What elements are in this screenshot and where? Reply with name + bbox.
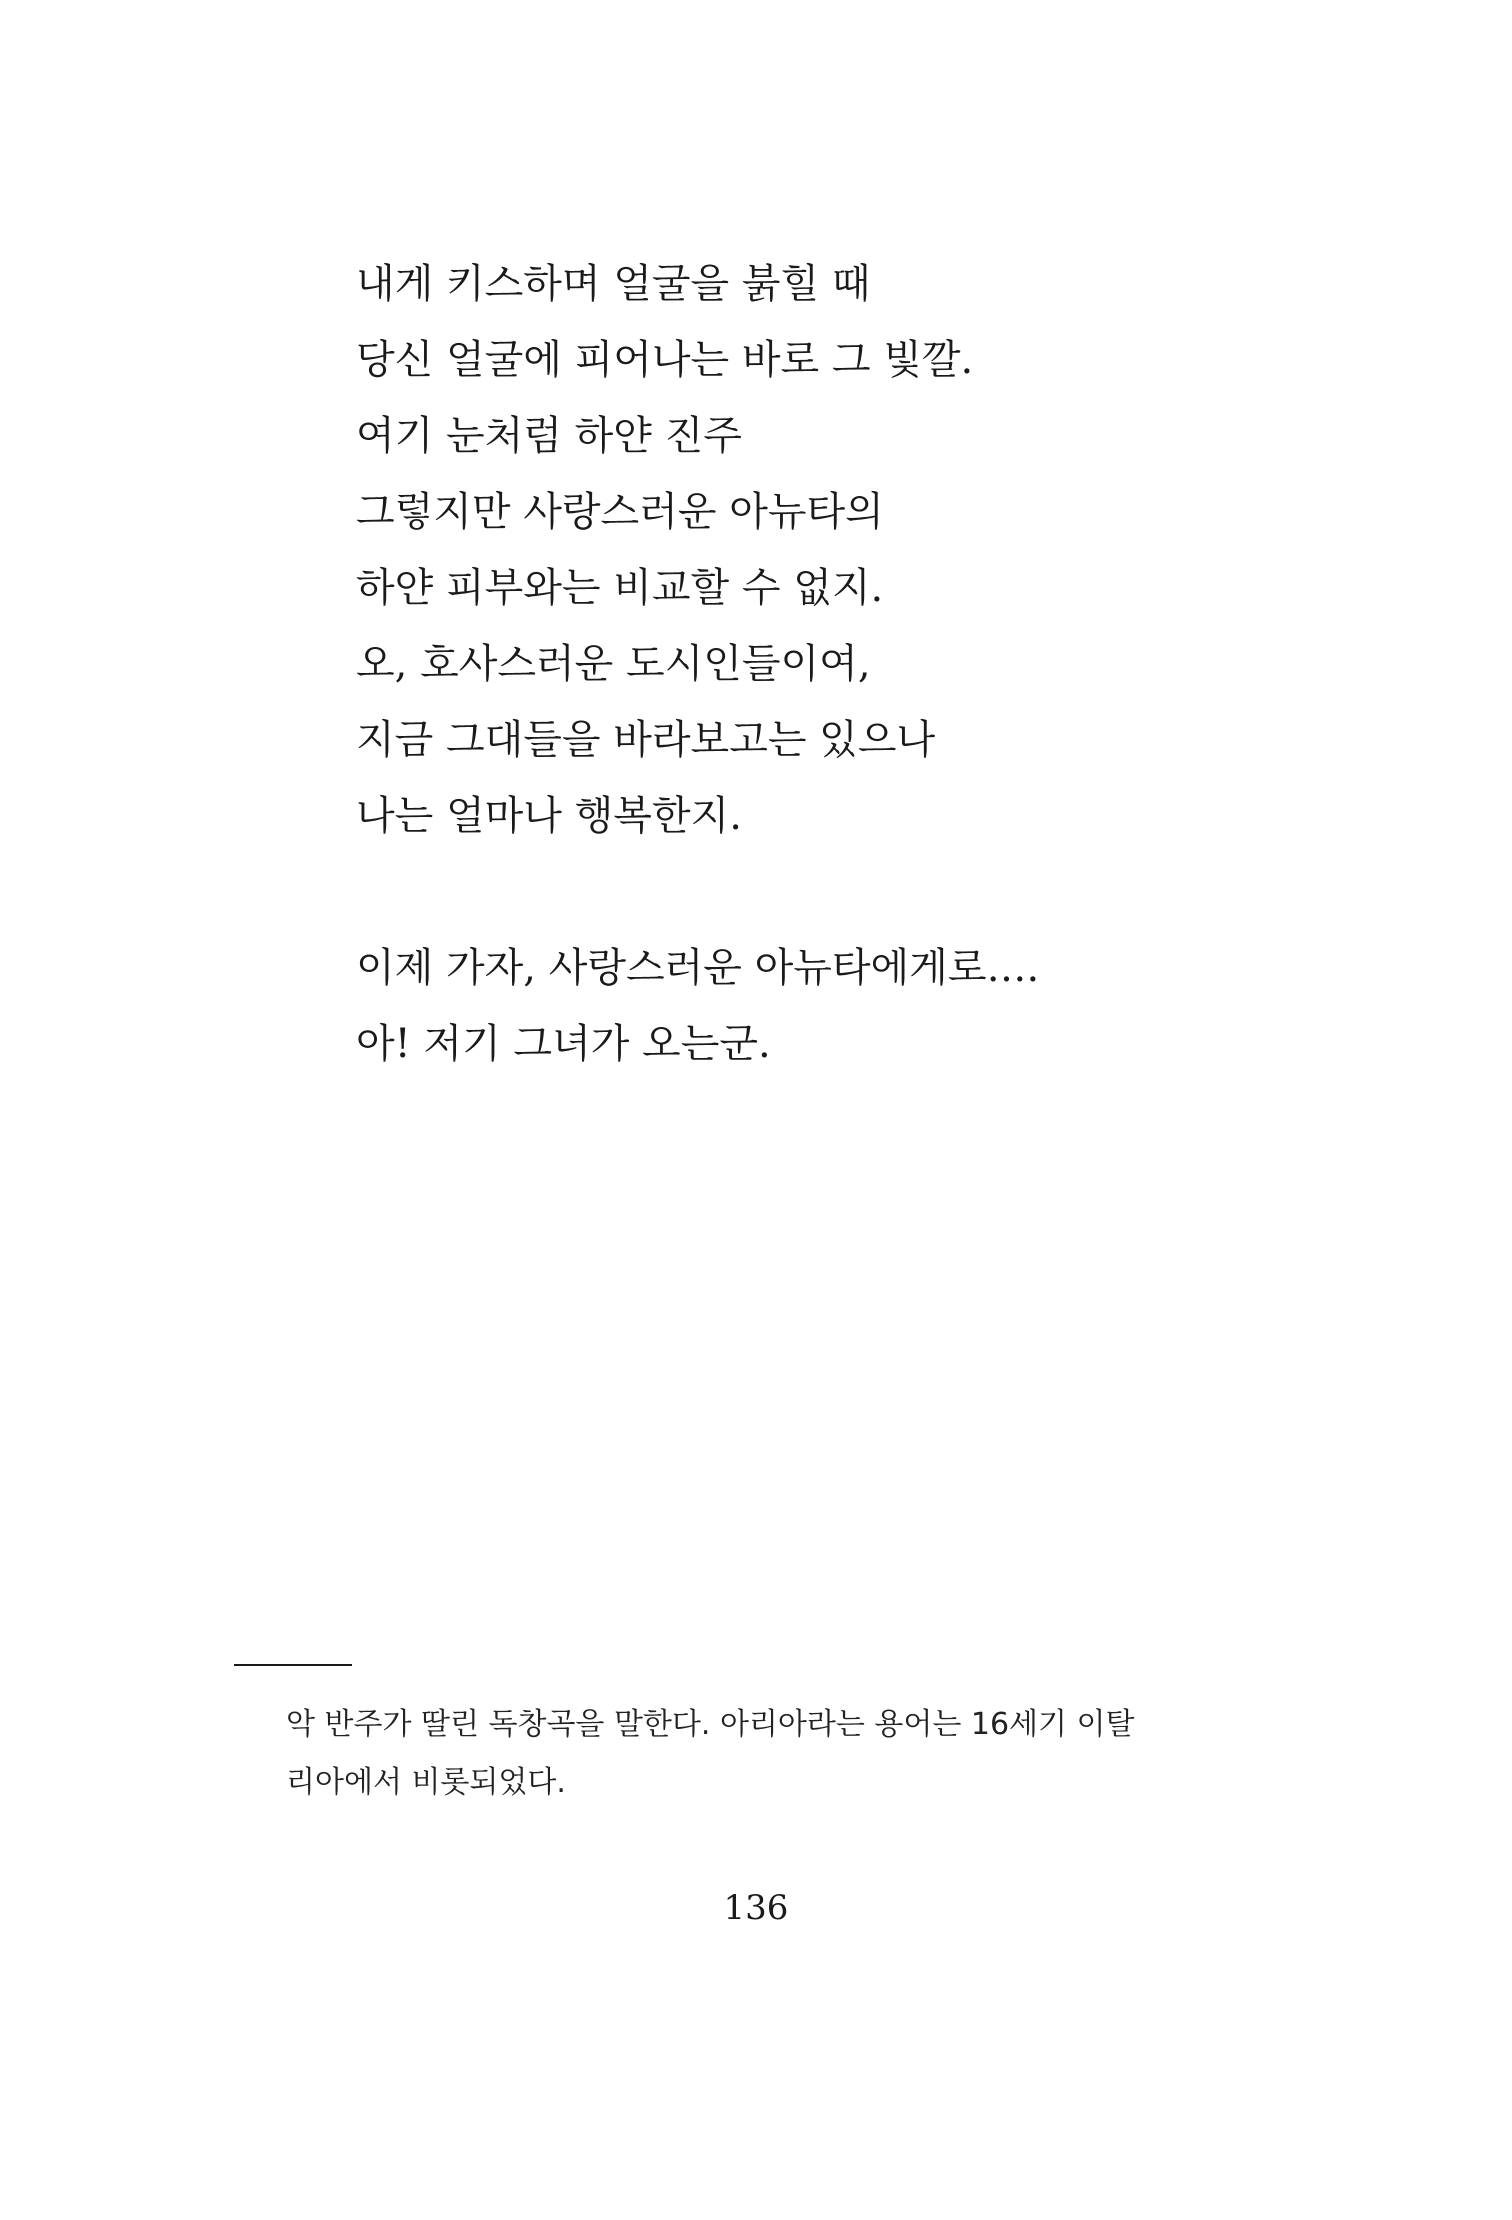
footnote-line: 악 반주가 딸린 독창곡을 말한다. 아리아라는 용어는 16세기 이탈 (286, 1707, 1135, 1742)
poem-line: 아! 저기 그녀가 오는군. (356, 1021, 771, 1067)
footnote-divider (234, 1664, 352, 1666)
poem-line: 내게 키스하며 얼굴을 붉힐 때 (356, 261, 871, 307)
poem-line: 오, 호사스러운 도시인들이여, (356, 641, 871, 687)
poem-line: 여기 눈처럼 하얀 진주 (356, 413, 742, 459)
poem (356, 246, 1039, 1082)
footnote (286, 1696, 1286, 1812)
poem-line: 하얀 피부와는 비교할 수 없지. (356, 565, 884, 611)
poem-line: 그렇지만 사랑스러운 아뉴타의 (356, 489, 884, 535)
poem-stanza-1 (356, 246, 1039, 854)
page-number: 136 (723, 1888, 789, 1928)
poem-line: 이제 가자, 사랑스러운 아뉴타에게로…. (356, 945, 1040, 991)
poem-line: 나는 얼마나 행복한지. (356, 793, 742, 839)
poem-stanza-2 (356, 930, 1039, 1082)
poem-line: 당신 얼굴에 피어나는 바로 그 빛깔. (356, 337, 974, 383)
footnote-line: 리아에서 비롯되었다. (286, 1765, 566, 1800)
poem-line: 지금 그대들을 바라보고는 있으나 (356, 717, 936, 763)
